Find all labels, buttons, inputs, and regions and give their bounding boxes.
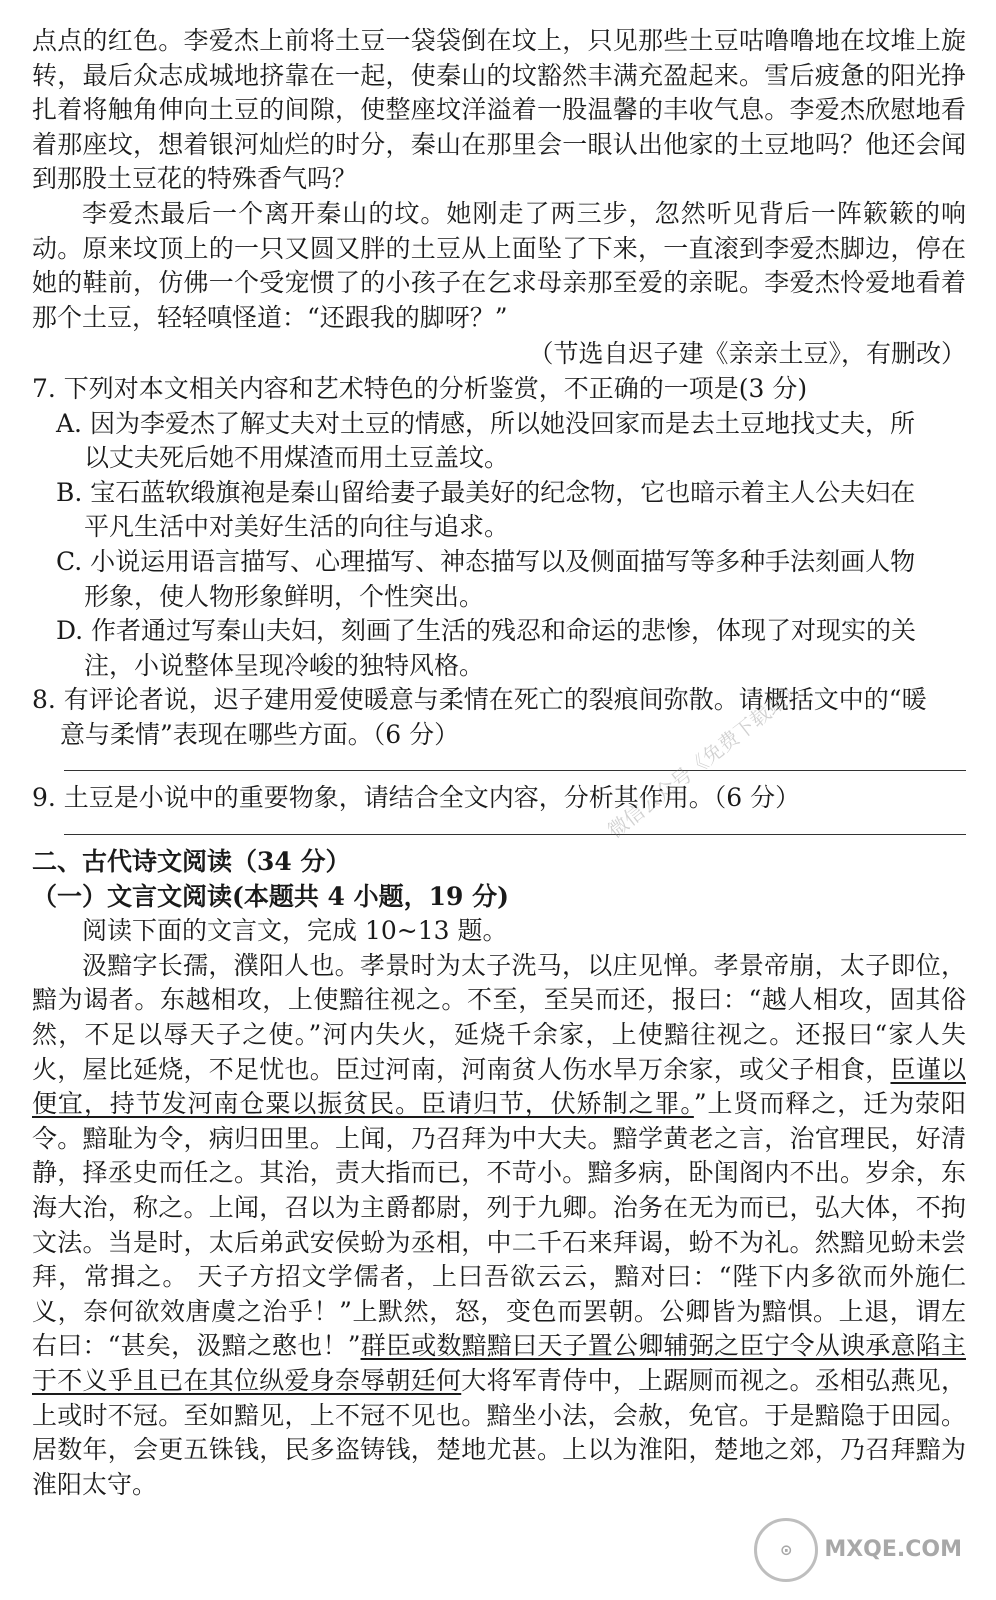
passage-source: （节选自迟子建《亲亲土豆》，有删改） <box>528 339 966 369</box>
watermark-text: 微信公众号《免费下载站》 <box>603 676 807 843</box>
passage-paragraph-1: 点点的红色。李爱杰上前将土豆一袋袋倒在坟上，只见那些土豆咕噜噜地在坟堆上旋转，最后众志成城地挤靠在一起，使秦山的坟豁然丰满充盈起来。雪后疲惫的阳光挣扎着将触角伸向土豆的间隙，使整座坟洋溢着一股温馨的丰收气息。李爱杰欣慰地看着那座坟，想着银河灿烂的时分，秦山在那里会一眼认出他家的土豆地吗？他还会闻到那股土豆花的特殊香气吗？ <box>32 26 966 194</box>
question-9-answer-line[interactable] <box>64 834 966 835</box>
passage-paragraph-2: 李爱杰最后一个离开秦山的坟。她刚走了两三步，忽然听见背后一阵簌簌的响动。原来坟顶上的一只又圆又胖的土豆从上面坠了下来，一直滚到李爱杰脚边，停在她的鞋前，仿佛一个受宠惯了的小孩子在乞求母亲那至爱的亲昵。李爱杰怜爱地看着那个土豆，轻轻嗔怪道：“还跟我的脚呀？” <box>32 198 966 332</box>
section-2-title: 二、古代诗文阅读（34 分） <box>32 847 351 877</box>
question-8-line-1: 8. 有评论者说，迟子建用爱使暖意与柔情在死亡的裂痕间弥散。请概括文中的“暖 <box>32 685 927 715</box>
question-8-line-2: 意与柔情”表现在哪些方面。（6 分） <box>60 719 460 749</box>
question-7-option-a-cont: 以丈夫死后她不用煤渣而用土豆盖坟。 <box>84 443 510 473</box>
question-7-option-a: A. 因为李爱杰了解丈夫对土豆的情感，所以她没回家而是去土豆地找丈夫，所 <box>56 408 915 438</box>
classical-underlined-sentence-1: 臣谨以便宜，持节发河南仓粟以振贫民。臣请归节，伏矫制之罪。 <box>32 1054 966 1119</box>
question-7-option-b-cont: 平凡生活中对美好生活的向往与追求。 <box>84 512 510 542</box>
question-7-option-d: D. 作者通过写秦山夫妇，刻画了生活的残忍和命运的悲惨，体现了对现实的关 <box>56 616 917 646</box>
question-7-option-c-cont: 形象，使人物形象鲜明，个性突出。 <box>84 581 485 611</box>
classical-text-2: ”上贤而释之，迁为荥阳令。黯耻为令，病归田里。上闻，乃召拜为中大夫。黯学黄老之言，治官理民，好清静，择丞史而任之。其治，责大指而已，不苛小。黯多病，卧闺阁内不出。岁余，东海大治，称之。上闻，召以为主爵都尉，列于九卿。治务在无为而已，弘大体，不拘文法。当是时，太后弟武安侯蚡为丞相，中二千石来拜谒，蚡不为礼。然黯见蚡未尝拜，常揖之。 天子方招文学儒者，上曰吾欲云云，黯对曰：“陛下内多欲而外施仁义，奈何欲效唐虞之治乎！”上默然，怒，变色而罢朝。公卿皆为黯惧。上退，谓左右曰：“甚矣，汲黯之憨也！” <box>32 1089 966 1361</box>
site-logo-label: MXQE.COM <box>824 1536 962 1562</box>
logo-circle-icon: ⊙ <box>754 1518 818 1582</box>
classical-text-3: 大将军青侍中，上踞厕而视之。丞相弘燕见，上或时不冠。至如黯见，上不冠不见也。黯坐小法，会赦，免官。于是黯隐于田园。居数年，会更五铢钱，民多盗铸钱，楚地尤甚。上以为淮阳，楚地之郊，乃召拜黯为淮阳太守。 <box>32 1365 966 1499</box>
classical-text-1: 汲黯字长孺，濮阳人也。孝景时为太子洗马，以庄见惮。孝景帝崩，太子即位，黯为谒者。东越相攻，上使黯往视之。不至，至吴而还，报曰：“越人相攻，固其俗然，不足以辱天子之使。”河内失火，延烧千余家，上使黯往视之。还报曰“家人失火，屋比延烧，不足忧也。臣过河南，河南贫人伤水旱万余家，或父子相食， <box>32 950 966 1084</box>
question-9-line-1: 9. 土豆是小说中的重要物象，请结合全文内容，分析其作用。（6 分） <box>32 783 801 813</box>
classical-underlined-sentence-2: 群臣或数黯黯曰天子置公卿辅弼之臣宁令从谀承意陷主于不义乎且已在其位纵爱身奈辱朝廷何 <box>32 1331 966 1395</box>
section-2-instruction: 阅读下面的文言文，完成 10~13 题。 <box>82 916 508 946</box>
question-7-option-b: B. 宝石蓝软缎旗袍是秦山留给妻子最美好的纪念物，它也暗示着主人公夫妇在 <box>56 477 916 507</box>
exam-page <box>32 24 966 1502</box>
question-7-option-d-cont: 注，小说整体呈现冷峻的独特风格。 <box>84 650 485 680</box>
question-7-stem: 7. 下列对本文相关内容和艺术特色的分析鉴赏，不正确的一项是(3 分) <box>32 373 808 403</box>
site-logo <box>754 1518 962 1582</box>
question-8-answer-line[interactable] <box>64 770 966 771</box>
section-2-subtitle: （一）文言文阅读(本题共 4 小题，19 分) <box>32 881 509 911</box>
question-7-option-c: C. 小说运用语言描写、心理描写、神态描写以及侧面描写等多种手法刻画人物 <box>56 546 916 576</box>
classical-passage-paragraph <box>32 949 966 1503</box>
